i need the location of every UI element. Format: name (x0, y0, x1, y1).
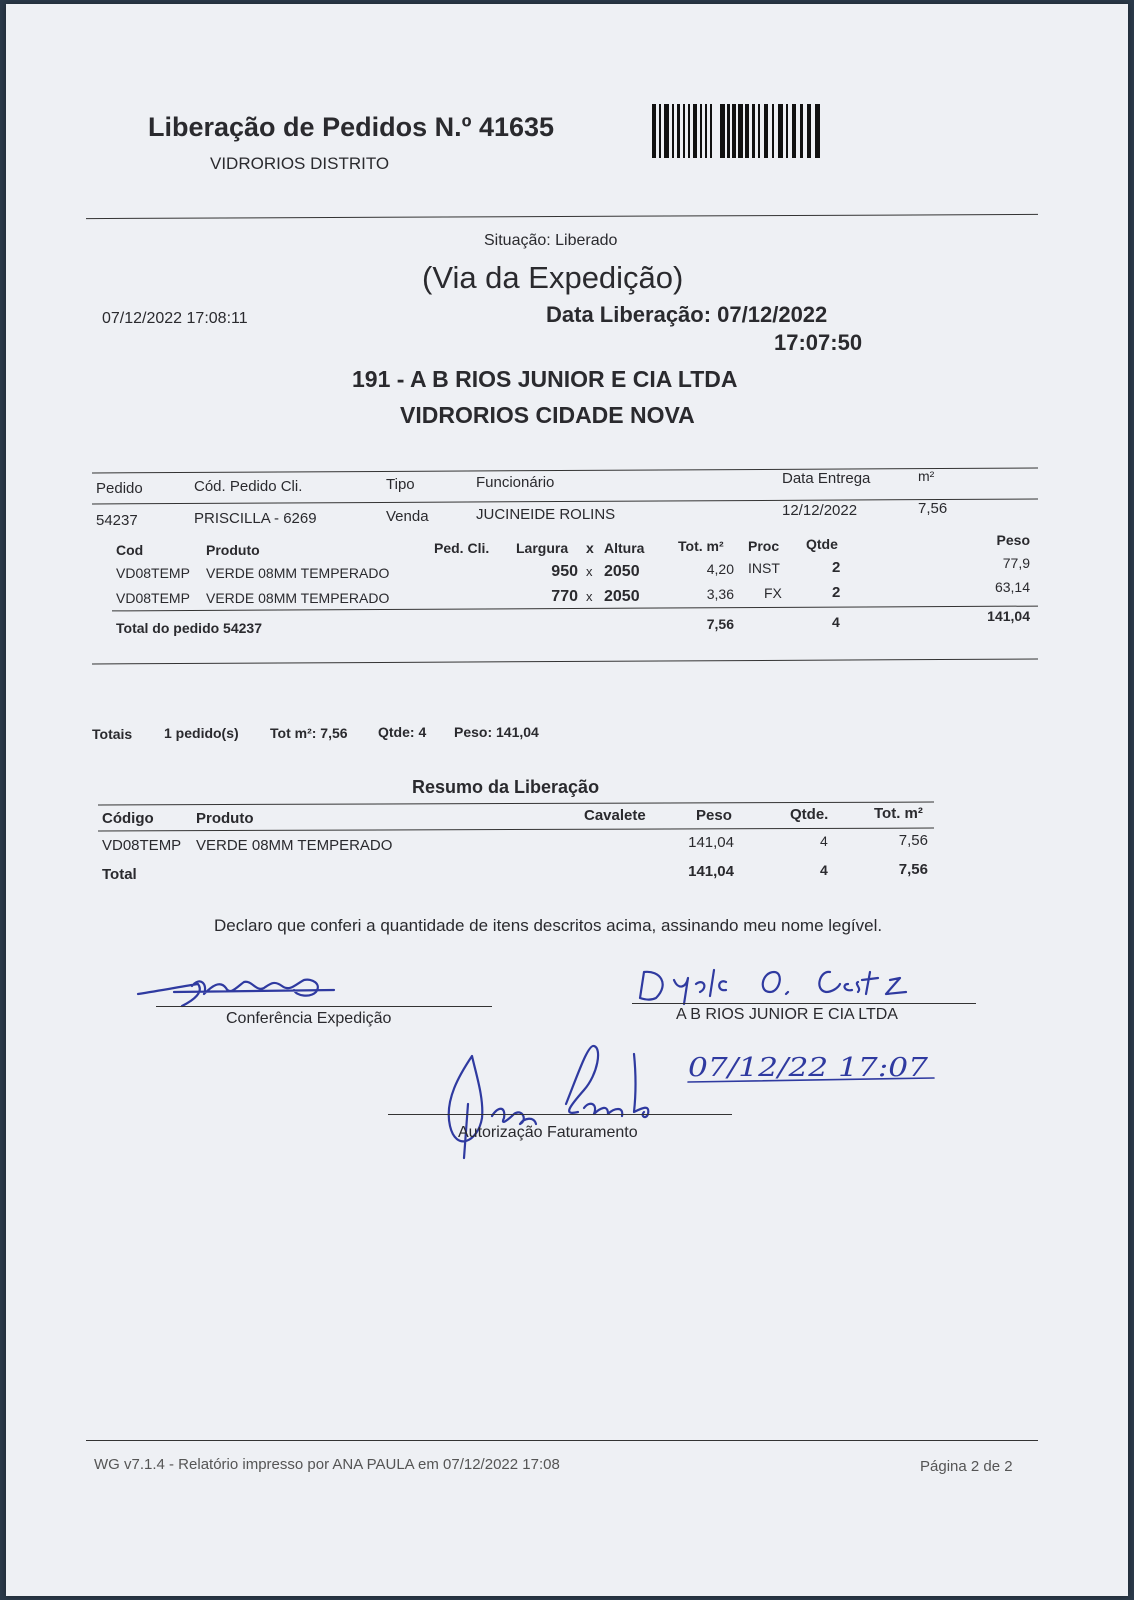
order-cod-pedido-cli: PRISCILLA - 6269 (194, 510, 317, 527)
resumo-peso: 141,04 (688, 834, 734, 851)
col-header-pedido: Pedido (96, 480, 143, 497)
item-header-cod: Cod (116, 542, 144, 558)
item-proc: INST (748, 560, 780, 576)
item-qtde: 2 (832, 559, 841, 576)
totais-qtde: Qtde: 4 (378, 724, 427, 740)
item-header-qtde: Qtde (806, 536, 838, 552)
page-number: Página 2 de 2 (920, 1458, 1013, 1475)
col-header-tipo: Tipo (386, 476, 415, 493)
item-header-x: x (586, 540, 594, 556)
barcode (652, 104, 824, 158)
item-produto: VERDE 08MM TEMPERADO (206, 590, 390, 606)
item-largura: 950 (551, 563, 578, 580)
signature-conferencia (134, 966, 344, 1016)
resumo-codigo: VD08TEMP (102, 837, 182, 854)
divider (112, 606, 1038, 612)
item-header-proc: Proc (748, 538, 780, 554)
item-cod: VD08TEMP (116, 565, 190, 581)
signature-autorizacao (438, 1034, 670, 1166)
document-title: Liberação de Pedidos N.º 41635 (148, 112, 555, 142)
resumo-header-peso: Peso (696, 807, 732, 824)
client-name: 191 - A B RIOS JUNIOR E CIA LTDA (352, 366, 738, 392)
company-name: VIDRORIOS DISTRITO (210, 154, 390, 173)
col-header-funcionario: Funcionário (476, 474, 555, 491)
signature-line (388, 1114, 732, 1115)
item-altura: 2050 (604, 588, 640, 605)
order-total-peso: 141,04 (987, 608, 1030, 624)
item-header-altura: Altura (604, 540, 645, 556)
order-data-entrega: 12/12/2022 (782, 502, 858, 519)
totais-label: Totais (92, 726, 133, 742)
document-page (6, 4, 1128, 1596)
signature-line (632, 1003, 976, 1004)
order-m2: 7,56 (918, 500, 948, 517)
divider (98, 828, 934, 832)
declaration-text: Declaro que conferi a quantidade de itens descritos acima, assinando meu nome legível. (214, 916, 883, 935)
item-header-ped-cli: Ped. Cli. (434, 540, 490, 556)
client-store: VIDRORIOS CIDADE NOVA (400, 402, 695, 428)
order-funcionario: JUCINEIDE ROLINS (476, 506, 616, 523)
item-header-peso: Peso (996, 532, 1030, 548)
item-header-produto: Produto (206, 542, 260, 558)
barcode-bars (652, 104, 820, 158)
resumo-header-qtde: Qtde. (790, 806, 829, 823)
item-altura: 2050 (604, 563, 640, 580)
divider (92, 499, 1038, 505)
item-tot-m2: 4,20 (706, 561, 734, 577)
handwritten-date (684, 1044, 954, 1090)
divider (86, 1440, 1038, 1441)
item-largura: 770 (551, 588, 578, 605)
resumo-produto: VERDE 08MM TEMPERADO (196, 837, 393, 854)
handwritten-date-text: 07/12/22 17:07 (688, 1053, 929, 1083)
resumo-total-tot-m2: 7,56 (898, 861, 928, 878)
printed-timestamp: 07/12/2022 17:08:11 (102, 310, 248, 327)
item-header-tot-m2: Tot. m² (678, 538, 724, 554)
resumo-title: Resumo da Liberação (412, 777, 600, 797)
item-header-largura: Largura (516, 540, 569, 556)
item-cod: VD08TEMP (116, 590, 190, 606)
order-total-qtde: 4 (832, 614, 840, 630)
cliente-label: A B RIOS JUNIOR E CIA LTDA (676, 1006, 898, 1023)
footer-print-info: WG v7.1.4 - Relatório impresso por ANA PAULA em 07/12/2022 17:08 (94, 1456, 560, 1473)
data-liberacao: Data Liberação: 07/12/2022 (546, 302, 828, 327)
item-x: x (586, 564, 593, 579)
order-tipo: Venda (386, 508, 429, 525)
item-peso: 63,14 (994, 579, 1030, 595)
col-header-m2: m² (918, 468, 935, 484)
divider (92, 468, 1038, 474)
resumo-total-label: Total (102, 866, 137, 883)
resumo-qtde: 4 (820, 833, 828, 849)
resumo-header-cavalete: Cavalete (584, 807, 646, 824)
totais-peso: Peso: 141,04 (454, 724, 539, 740)
item-proc: FX (764, 585, 782, 601)
item-produto: VERDE 08MM TEMPERADO (206, 565, 390, 581)
resumo-total-peso: 141,04 (688, 863, 734, 880)
autorizacao-label: Autorização Faturamento (458, 1124, 638, 1141)
order-pedido: 54237 (96, 512, 138, 529)
order-total-m2: 7,56 (706, 616, 734, 632)
divider (98, 802, 934, 806)
divider (92, 659, 1038, 665)
item-tot-m2: 3,36 (706, 586, 734, 602)
resumo-tot-m2: 7,56 (898, 832, 928, 849)
signature-line (156, 1006, 492, 1007)
col-header-data-entrega: Data Entrega (782, 470, 871, 487)
totais-m2: Tot m²: 7,56 (270, 725, 348, 741)
item-qtde: 2 (832, 584, 841, 601)
resumo-total-qtde: 4 (820, 862, 828, 878)
resumo-header-produto: Produto (196, 810, 254, 827)
item-x: x (586, 589, 593, 604)
order-total-label: Total do pedido 54237 (116, 620, 262, 636)
col-header-cod-pedido-cli: Cód. Pedido Cli. (194, 478, 303, 495)
item-peso: 77,9 (1002, 555, 1030, 571)
divider (86, 214, 1038, 219)
resumo-header-codigo: Código (102, 810, 154, 827)
data-liberacao-time: 17:07:50 (774, 330, 863, 355)
totais-pedidos: 1 pedido(s) (164, 725, 239, 741)
resumo-header-tot-m2: Tot. m² (874, 805, 923, 822)
via-label: (Via da Expedição) (422, 260, 684, 295)
situacao: Situação: Liberado (484, 232, 618, 249)
conferencia-label: Conferência Expedição (226, 1010, 392, 1027)
